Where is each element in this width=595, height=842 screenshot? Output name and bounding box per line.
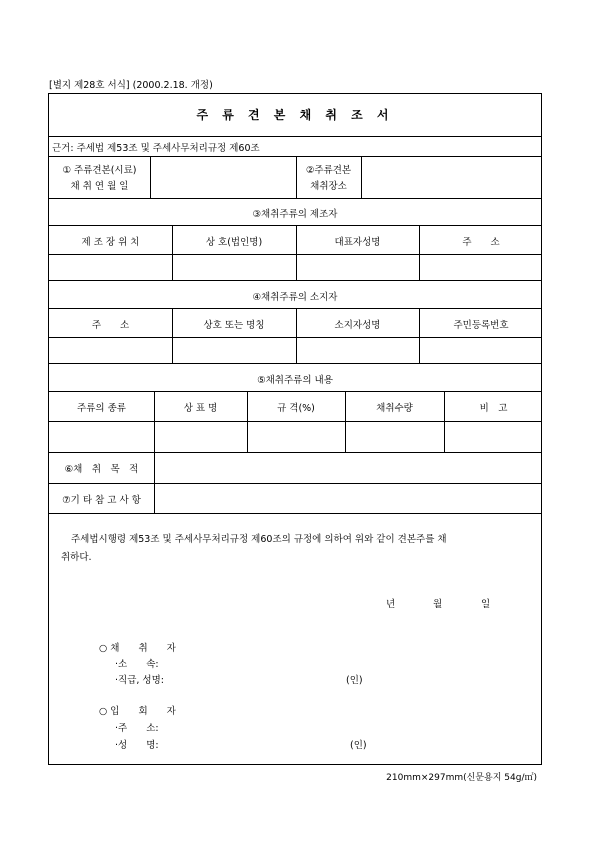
collection-date-label-2: 채 취 연 월 일: [70, 181, 129, 192]
collector-position-name: ·직급, 성명:: [115, 675, 164, 686]
divider: [49, 198, 541, 199]
table-header: 주민등록번호: [453, 320, 509, 331]
divider: [49, 280, 541, 281]
collector-affiliation: ·소 속:: [115, 659, 159, 670]
table-header: 비 고: [479, 403, 508, 414]
statement-text-2: 취하다.: [61, 552, 92, 563]
date-month: 월: [433, 599, 443, 610]
collection-place-label-2: 채취장소: [310, 181, 347, 192]
divider: [49, 308, 541, 309]
divider: [150, 156, 151, 198]
divider: [49, 337, 541, 338]
divider: [49, 421, 541, 422]
divider: [49, 363, 541, 364]
table-header: 상 표 명: [183, 403, 218, 414]
purpose-label: ⑥채 취 목 적: [64, 464, 139, 475]
holder-section-title: ④채취주류의 소지자: [252, 292, 338, 303]
witness-title: ○ 입 회 자: [99, 706, 176, 717]
witness-seal: (인): [350, 740, 367, 751]
table-header: 주류의 종류: [77, 403, 126, 414]
divider: [361, 156, 362, 198]
table-header: 소지자성명: [334, 320, 381, 331]
remarks-label: ⑦기 타 참 고 사 항: [62, 495, 141, 506]
divider: [49, 225, 541, 226]
table-header: 채취수량: [376, 403, 413, 414]
divider: [49, 452, 541, 453]
witness-address: ·주 소:: [115, 723, 159, 734]
divider: [49, 483, 541, 484]
divider: [49, 254, 541, 255]
table-header: 주 소: [462, 237, 500, 248]
divider: [49, 156, 541, 157]
form-number-note: [별지 제28호 서식] (2000.2.18. 개정): [49, 80, 213, 91]
collection-place-label: ②주류견본: [305, 165, 352, 176]
witness-name: ·성 명:: [115, 740, 159, 751]
divider: [49, 391, 541, 392]
collector-title: ○ 채 취 자: [99, 643, 176, 654]
collection-date-label: ① 주류견본(시료): [62, 165, 137, 176]
collector-seal: (인): [346, 675, 363, 686]
statement-text: 주세법시행령 제53조 및 주세사무처리규정 제60조의 규정에 의하여 위와 같이 견본주를 채: [71, 534, 447, 545]
divider: [49, 136, 541, 137]
table-header: 대표자성명: [334, 237, 381, 248]
table-header: 주 소: [91, 320, 130, 331]
sample-collection-form: [48, 93, 542, 765]
table-header: 규 격(%): [277, 403, 315, 414]
paper-spec: 210mm×297mm(신문용지 54g/㎡): [386, 773, 537, 783]
legal-basis: 근거: 주세법 제53조 및 주세사무처리규정 제60조: [52, 143, 260, 154]
table-header: 제 조 장 위 치: [81, 237, 140, 248]
date-year: 년: [386, 599, 396, 610]
divider: [154, 452, 155, 513]
date-day: 일: [481, 599, 491, 610]
manufacturer-section-title: ③채취주류의 제조자: [252, 209, 338, 220]
table-header: 상호 또는 명칭: [203, 320, 265, 331]
form-title: 주 류 견 본 채 취 조 서: [196, 108, 394, 122]
table-header: 상 호(법인명): [205, 237, 263, 248]
divider: [49, 513, 541, 514]
content-section-title: ⑤채취주류의 내용: [257, 375, 333, 386]
